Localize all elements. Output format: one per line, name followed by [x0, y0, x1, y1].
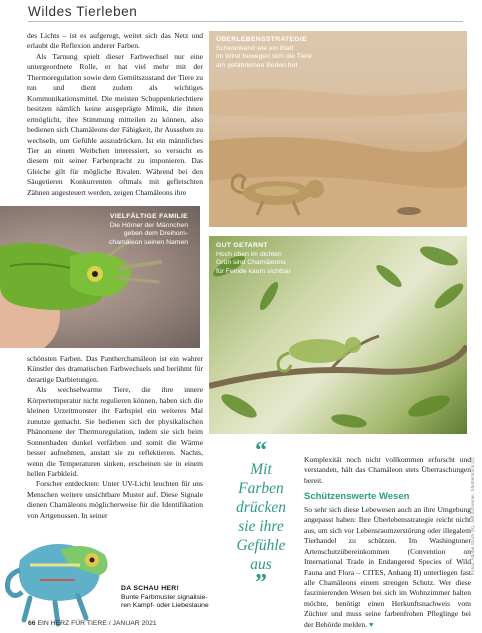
paragraph: Forscher entdeckten: Unter UV-Licht leuchten für uns Menschen weitere unsichtbare Muster auf. Diese Signale dienen Chamäleons möglicherweise für die Identifikation von Artgenossen. In seiner [27, 479, 203, 520]
paragraph [304, 505, 471, 630]
page-number: 66 [28, 620, 36, 627]
caption-title: VIELFÄLTIGE FAMILIE [109, 213, 188, 220]
quote-line: drücken [236, 499, 286, 516]
caption-line: Hoch oben im dichten [216, 250, 282, 258]
subheading: Schützenswerte Wesen [304, 491, 410, 503]
page-footer [28, 620, 157, 627]
paragraph: Komplexität noch nicht vollkommen erforscht und verstanden, hält das Chamäleon stets Überraschungen bereit. [304, 455, 471, 485]
paragraph-text: So sehr sich diese Lebewesen auch an ihre Umgebung angepasst haben: Ihre Überlebensstrategie reicht nicht aus, um sich vor Lebensraumzerstörung oder illegalem Tierhandel zu schützen. Im Washingtoner Artenschutzübereinkommen (Convention on International Trade in Endangered Species of Wild Fauna and Flora – CITES, Anhang II) unterliegen fast alle Chamäleons einem strengen Schutz. Wer diese faszinierenden Wesen bei sich im Wohnzimmer halten möchte, benötigt einen Herkunftsnachweis vom Züchter und muss seine farbenfrohen Pfleglinge bei der Behörde melden. [304, 504, 471, 629]
header-divider [28, 21, 463, 22]
caption-line: Die Hörner der Männchen [109, 221, 188, 229]
quote-open-mark: “ [255, 438, 267, 464]
caption-line: geben dem Dreihorn- [123, 230, 188, 237]
caption-title: GUT GETARNT [216, 242, 268, 249]
caption-line: Schwankend wie ein Blatt [216, 44, 294, 52]
footer-separator: / [108, 620, 113, 627]
paragraph: schönsten Farben. Das Pantherchamäleon ist ein wahrer Künstler des dramatischen Farbwechsels und berühmt für derartige Darbietungen. [27, 354, 203, 384]
quote-line: Mit [250, 461, 272, 478]
quote-line: Farben [238, 480, 284, 497]
caption-desert [216, 36, 312, 70]
quote-line: sie ihre [238, 518, 284, 535]
caption-line: Bunte Farbmuster signalisie- [121, 593, 208, 601]
caption-line: Grün sind Chamäleons [216, 259, 286, 266]
caption-line: am gefährlichen Boden fort [216, 61, 298, 69]
caption-title: DA SCHAU HER! [121, 585, 180, 592]
caption-line: chamäleon seinen Namen [109, 238, 188, 246]
quote-line: Gefühle [236, 537, 286, 554]
magazine-name: EIN HERZ FÜR TIERE [37, 620, 107, 627]
pull-quote [225, 438, 297, 596]
quote-line: aus [250, 556, 272, 573]
issue-date: JANUAR 2021 [112, 620, 157, 627]
paragraph: Als Tarnung spielt dieser Farbwechsel nur eine untergeordnete Rolle, er hat viel mehr mit der Thermoregulation sowie dem Gemütszustand der Tiere zu tun und dient zudem als wichtiges Kommunikationsmittel. Die meisten Schuppenkriechtiere besitzen nämlich keine ausgeprägte Mimik, die ihnen ermöglicht, ihre Stimmung mitteilen zu können, also bedienen sich Chamäleons der Fähigkeit, ihr Aussehen zu wechseln, um Gefühle auszudrücken. Ist ein männliches Tier an einem Weibchen interessiert, so versucht es diesem mit seiner Farbenpracht zu imponieren. Das Gleiche gilt für mögliche Rivalen. Während bei den Säugetieren Konkurrenten oftmals mit gefletschten Zähnen angesteuert werden, zeigen Chamäleons ihre [27, 51, 203, 197]
photo-credit: Fotos: Adobe Stock (6), Jeff Schreiner, Shutterstock (2) [471, 457, 476, 575]
column-3 [304, 455, 471, 630]
photo-panther-chameleon [0, 520, 125, 632]
caption-camouflage [216, 242, 291, 276]
caption-line: für Feinde kaum sichtbar [216, 267, 291, 275]
column-1-bottom [27, 354, 203, 521]
quote-close-mark: ” [255, 570, 267, 596]
caption-horned-chameleon [109, 213, 188, 247]
heart-icon: ♥ [368, 619, 374, 629]
caption-line: ren Kampf- oder Liebeslaune [121, 602, 209, 609]
column-1-top [27, 31, 203, 198]
paragraph: des Lichts – ist es aufgeregt, weitet sich das Netz und erlaubt die Reflexion anderer Farben. [27, 31, 203, 51]
paragraph: Als wechselwarme Tiere, die ihre innere Körpertemperatur nicht regulieren können, haben sich die kleinen Urzeitmonster ihr Farbspiel ein weiteres Mal zunutze gemacht. Sie bedienen sich der physikalischen Phänomene der Thermoregulation, indem sie sich beim Sonnenbaden dunkel verfärben und somit die Wärme besser aufnehmen, anstatt sie zu reflektieren. Nachts, wenn die Temperaturen sinken, erscheinen sie in einem hellen Farbkleid. [27, 385, 203, 478]
caption-title: ÜBERLEBENSSTRATEGIE [216, 36, 307, 43]
caption-panther [121, 585, 209, 611]
panther-chameleon-scene [0, 520, 125, 632]
caption-line: im Wind bewegen sich die Tiere [216, 53, 312, 60]
section-title: Wildes Tierleben [28, 4, 138, 19]
